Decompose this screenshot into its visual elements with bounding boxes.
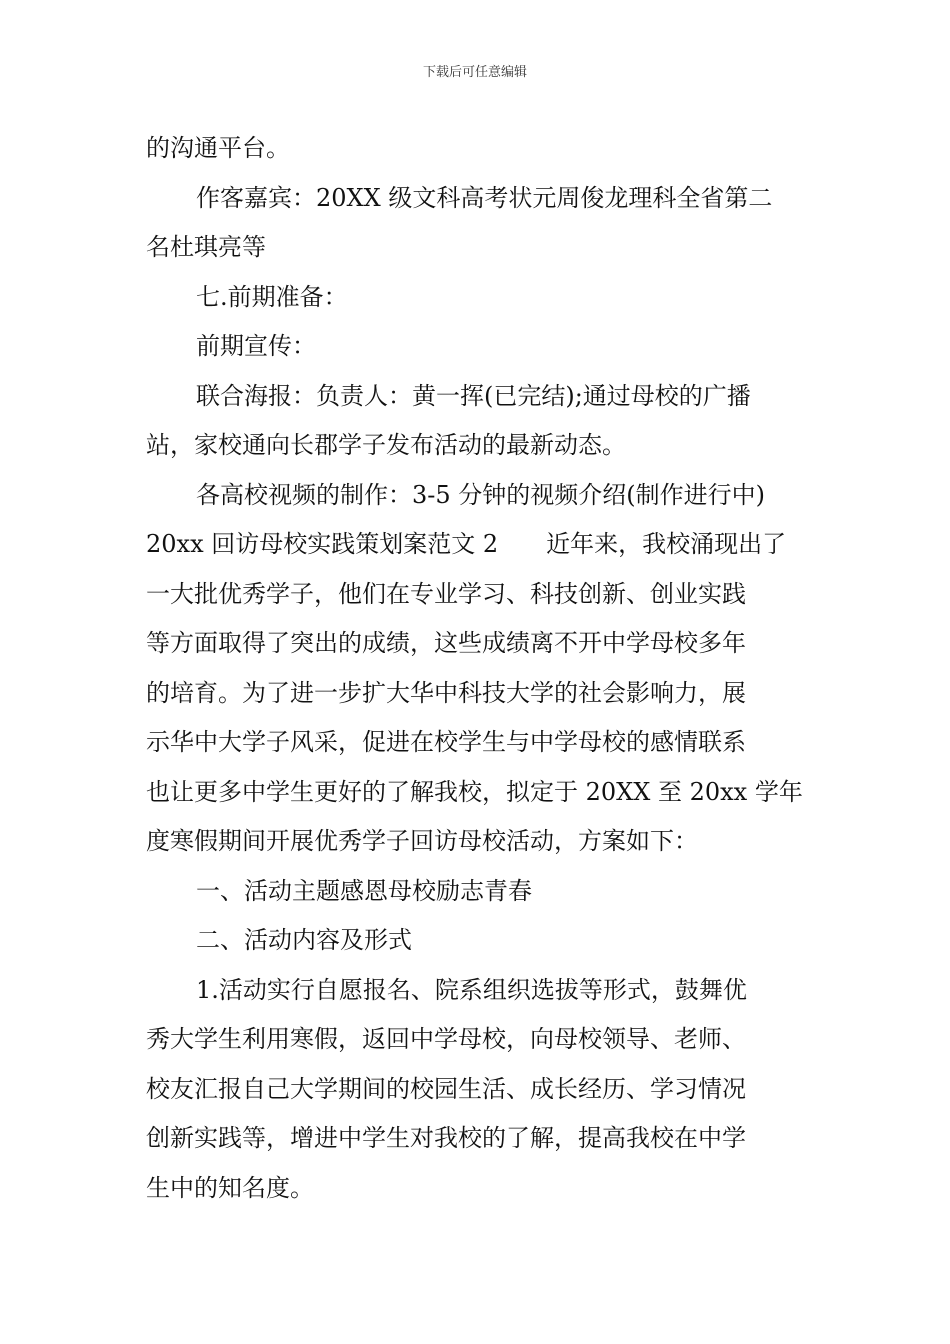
line-text: 度寒假期间开展优秀学子回访母校活动，方案如下： (146, 827, 698, 855)
line-text: 秀大学生利用寒假，返回中学母校，向母校领导、老师、 (146, 1025, 746, 1053)
section-heading (146, 916, 808, 966)
text-line (146, 669, 808, 719)
line-text: 的沟通平台。 (146, 134, 290, 162)
line-text: 一大批优秀学子，他们在专业学习、科技创新、创业实践 (146, 579, 746, 608)
text-line (146, 124, 808, 174)
line-text: 创新实践等，增进中学生对我校的了解，提高我校在中学 (146, 1124, 746, 1152)
line-text: 1.活动实行自愿报名、院系组织选拔等形式，鼓舞优 (196, 975, 747, 1004)
line-text: 示华中大学子风采，促进在校学生与中学母校的感情联系 (146, 728, 746, 756)
line-text: 校友汇报自己大学期间的校园生活、成长经历、学习情况 (146, 1074, 746, 1103)
line-text: 站，家校通向长郡学子发布活动的最新动态。 (146, 431, 626, 459)
line-text: 各高校视频的制作：3-5 分钟的视频介绍(制作进行中) (196, 480, 766, 509)
line-text: 生中的知名度。 (146, 1173, 314, 1202)
line-text: 二、活动内容及形式 (196, 926, 412, 954)
line-text: 近年来，我校涌现出了 (546, 530, 787, 558)
line-text: 名杜琪亮等 (146, 233, 266, 261)
line-text: 等方面取得了突出的成绩，这些成绩离不开中学母校多年 (146, 629, 746, 657)
line-text: 前期宣传： (196, 332, 316, 360)
text-line (146, 768, 808, 818)
page-header-note: 下载后可任意编辑 (422, 65, 527, 80)
section-heading (146, 273, 808, 323)
text-line (146, 817, 808, 867)
document-title: 20xx 回访母校实践策划案范文 2 (146, 530, 499, 558)
text-line (146, 966, 808, 1016)
text-line (146, 1164, 808, 1214)
line-text: 的培育。为了进一步扩大华中科技大学的社会影响力，展 (146, 678, 746, 707)
text-line (146, 372, 808, 422)
section-heading (146, 867, 808, 917)
text-line (146, 1114, 808, 1164)
text-line (146, 322, 808, 372)
line-text: 作客嘉宾：20XX 级文科高考状元周俊龙理科全省第二 (196, 183, 773, 212)
text-line (146, 1065, 808, 1115)
line-text: 七.前期准备： (196, 282, 348, 311)
line-text: 一、活动主题感恩母校励志青春 (196, 876, 532, 905)
text-line (146, 619, 808, 669)
text-line (146, 421, 808, 471)
text-line (146, 718, 808, 768)
text-line (146, 223, 808, 273)
text-line (146, 174, 808, 224)
text-line (146, 520, 808, 570)
document-body (146, 124, 808, 1213)
text-line (146, 471, 808, 521)
text-line (146, 570, 808, 620)
line-text: 联合海报：负责人：黄一挥(已完结);通过母校的广播 (196, 381, 751, 410)
text-line (146, 1015, 808, 1065)
line-text: 也让更多中学生更好的了解我校，拟定于 20XX 至 20xx 学年 (146, 777, 803, 806)
